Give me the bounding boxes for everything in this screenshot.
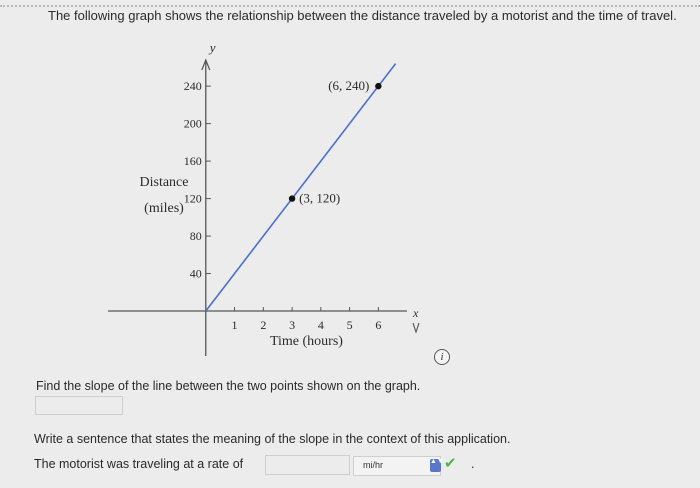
data-point — [289, 195, 295, 201]
info-icon[interactable]: i — [434, 349, 450, 365]
x-tick-label: 6 — [375, 318, 382, 333]
y-axis-label-line: Distance — [139, 175, 189, 190]
x-axis-arrow-icon — [413, 323, 419, 332]
check-icon: ✔ — [444, 455, 457, 472]
data-point — [375, 83, 381, 89]
y-axis-label-line: (miles) — [144, 201, 184, 216]
x-tick-label: 4 — [317, 318, 324, 333]
y-tick-label: 40 — [189, 266, 202, 281]
x-axis-symbol: x — [413, 306, 419, 321]
data-point-label: (3, 120) — [299, 190, 341, 206]
meaning-prompt: Write a sentence that states the meaning of the slope in the context of this application. — [34, 432, 511, 446]
dropdown-arrows-icon[interactable]: ▲▼ — [430, 459, 441, 472]
question-text: The following graph shows the relationship between the distance traveled by a motorist and the time of travel. — [48, 8, 677, 23]
y-axis-symbol: y — [209, 40, 216, 55]
rate-input[interactable] — [265, 455, 350, 475]
slope-answer-input[interactable] — [35, 396, 123, 415]
y-tick-label: 240 — [183, 79, 202, 94]
x-tick-label: 3 — [289, 318, 296, 333]
x-axis-label: Time (hours) — [269, 334, 343, 350]
y-tick-label: 200 — [183, 116, 202, 131]
x-tick-label: 5 — [346, 318, 353, 333]
x-tick-label: 2 — [260, 318, 267, 333]
data-point-label: (6, 240) — [328, 78, 370, 94]
unit-selected-value: mi/hr — [363, 460, 383, 470]
slope-prompt: Find the slope of the line between the two points shown on the graph. — [36, 379, 421, 393]
sentence-start: The motorist was traveling at a rate of — [34, 457, 244, 471]
y-tick-label: 80 — [189, 229, 202, 244]
y-tick-label: 160 — [183, 154, 202, 169]
sentence-period: . — [471, 457, 475, 471]
x-tick-label: 1 — [231, 318, 238, 333]
unit-dropdown[interactable] — [353, 456, 444, 476]
y-tick-label: 120 — [183, 191, 202, 206]
distance-line — [206, 64, 396, 311]
